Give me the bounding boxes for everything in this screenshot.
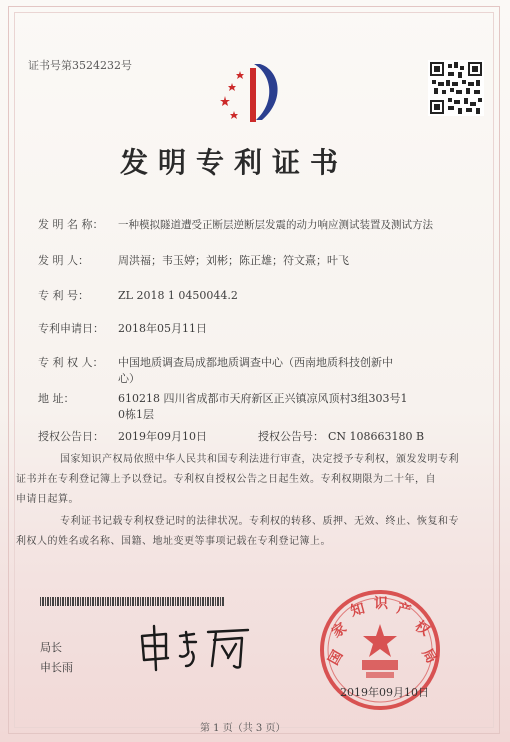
statement-paragraph-2	[16, 512, 470, 552]
grant-date: 2019年09月10日	[118, 430, 207, 443]
cnipa-logo-icon	[206, 60, 298, 128]
grant-number-label: 授权公告号：	[258, 430, 324, 443]
paragraph-1-line-2: 证书并在专利登记簿上予以登记。专利权自授权公告之日起生效。专利权期限为二十年，自	[16, 474, 436, 485]
inventors-label: 发 明 人：	[38, 254, 89, 267]
patentee-line-2: 心）	[118, 372, 140, 385]
document-title: 发明专利证书	[120, 146, 349, 179]
address-line-1: 610218 四川省成都市天府新区正兴镇凉风顶村3组303号1	[118, 392, 408, 405]
qr-code-icon	[428, 60, 484, 116]
grant-date-label: 授权公告日：	[38, 430, 104, 443]
inventors: 周洪福；韦玉婷；刘彬；陈正雄；符文熹；叶飞	[118, 254, 349, 267]
director-name: 申长雨	[40, 661, 73, 674]
paragraph-1-line-3: 申请日起算。	[16, 494, 79, 505]
svg-text:产: 产	[394, 600, 413, 620]
invention-name-label: 发 明 名 称：	[38, 218, 104, 231]
paragraph-2-line-1: 专利证书记载专利权登记时的法律状况。专利权的转移、质押、无效、终止、恢复和专	[60, 516, 459, 527]
address-label: 地 址：	[38, 392, 75, 405]
seal-date: 2019年09月10日	[340, 686, 429, 699]
barcode-strip	[40, 597, 224, 606]
certificate-number: 证书号第3524232号	[28, 59, 132, 72]
patentee-label: 专 利 权 人：	[38, 356, 104, 369]
svg-text:国: 国	[325, 647, 347, 668]
svg-text:家: 家	[329, 620, 350, 642]
patent-number-label: 专 利 号：	[38, 289, 89, 302]
page-number: 第 1 页（共 3 页）	[200, 723, 286, 734]
paragraph-2-line-2: 利权人的姓名或名称、国籍、地址变更等事项记载在专利登记簿上。	[16, 536, 331, 547]
director-title: 局长	[40, 641, 62, 654]
invention-name: 一种模拟隧道遭受正断层逆断层发震的动力响应测试装置及测试方法	[118, 219, 433, 231]
svg-text:权: 权	[411, 618, 433, 640]
patent-number: ZL 2018 1 0450044.2	[118, 289, 238, 302]
patentee-line-1: 中国地质调查局成都地质调查中心（西南地质科技创新中	[118, 356, 393, 369]
address-line-2: 0栋1层	[118, 408, 154, 421]
svg-text:局: 局	[418, 646, 440, 667]
handwritten-signature	[136, 622, 264, 674]
grant-number: CN 108663180 B	[328, 430, 425, 443]
filing-date: 2018年05月11日	[118, 322, 207, 335]
statement-paragraph-1	[16, 450, 470, 510]
svg-text:知: 知	[348, 600, 367, 620]
svg-text:识: 识	[374, 596, 388, 612]
paragraph-1-line-1: 国家知识产权局依照中华人民共和国专利法进行审查，决定授予专利权，颁发发明专利	[60, 454, 459, 465]
filing-date-label: 专利申请日：	[38, 322, 104, 335]
